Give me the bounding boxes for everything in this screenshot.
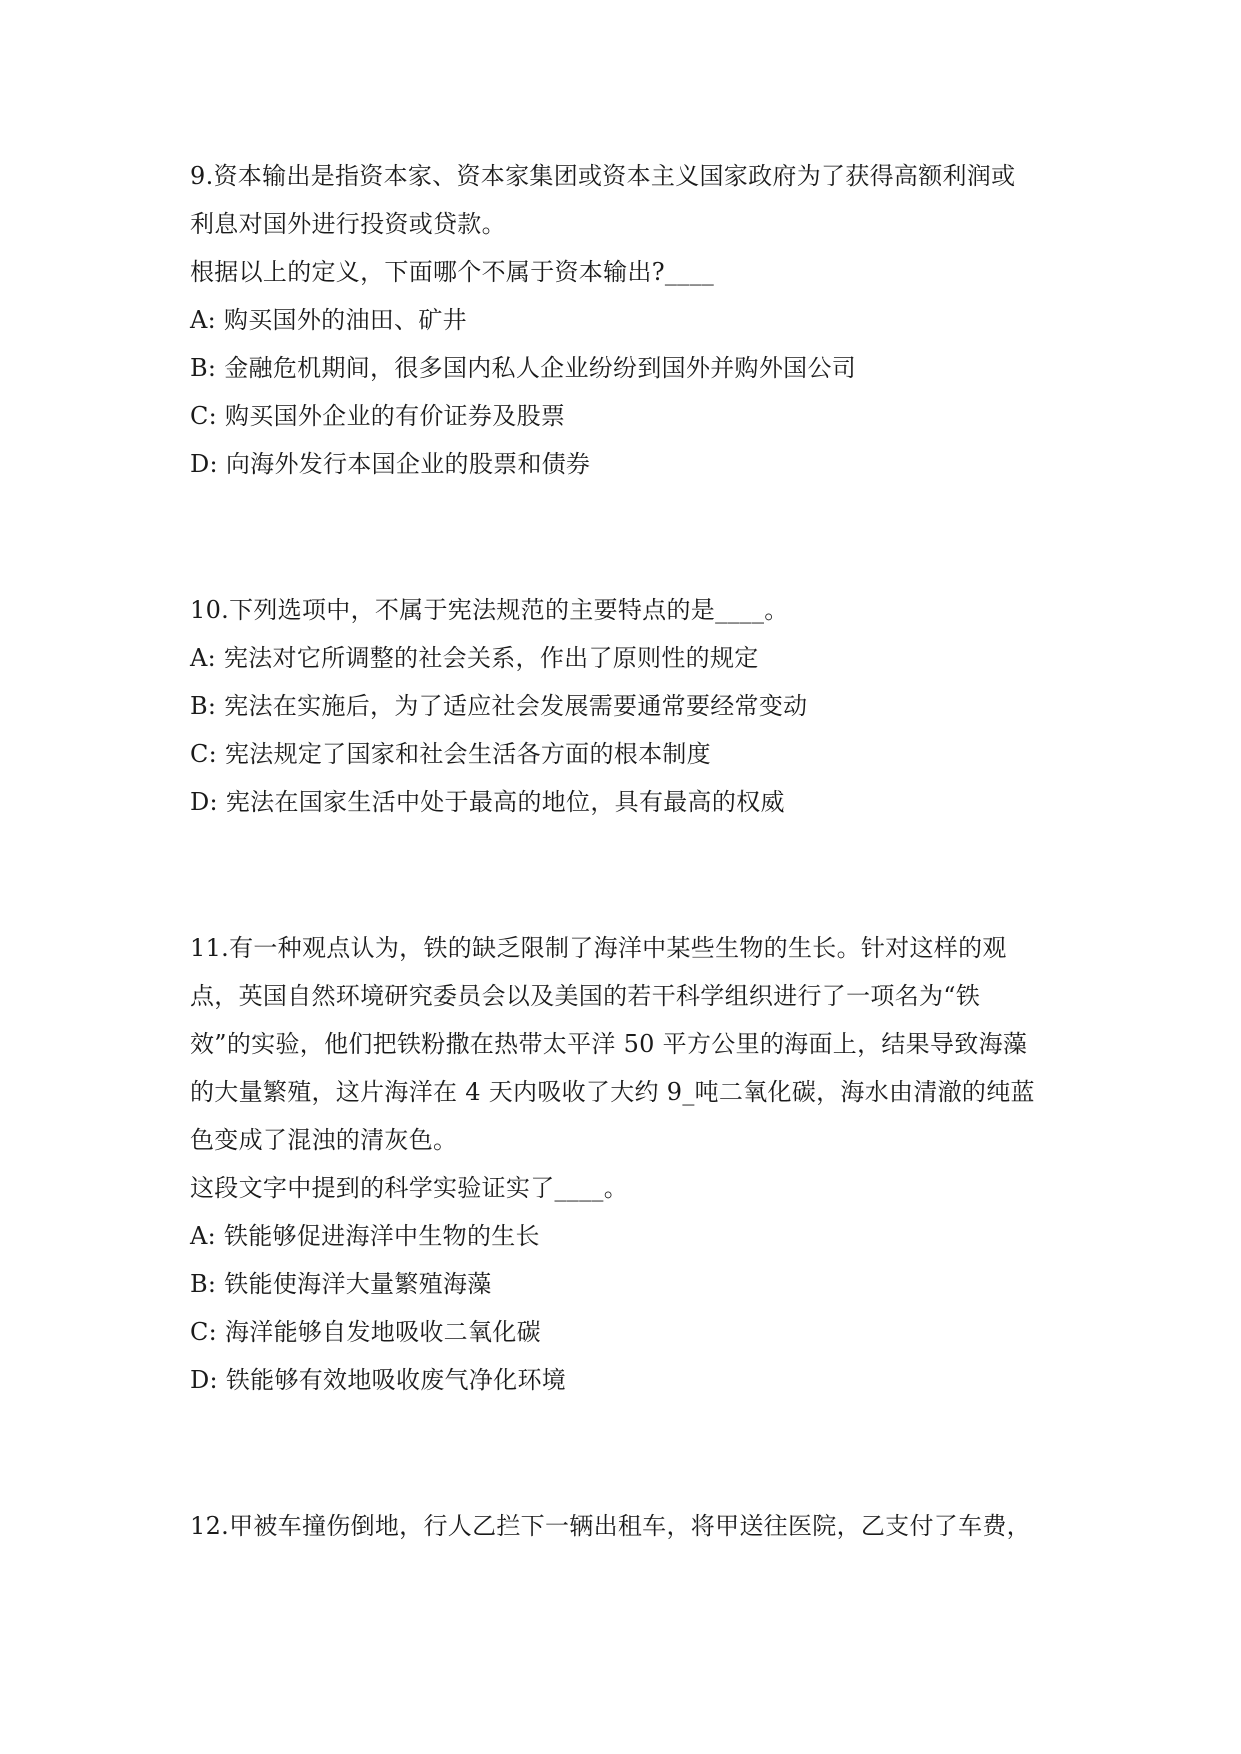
question-11-stem-line-3: 效”的实验，他们把铁粉撒在热带太平洋 50 平方公里的海面上，结果导致海藻: [190, 1030, 1028, 1058]
question-11-stem-line-4: 的大量繁殖，这片海洋在 4 天内吸收了大约 9_吨二氧化碳，海水由清澈的纯蓝: [190, 1078, 1035, 1106]
question-9-option-d: D: 向海外发行本国企业的股票和债券: [190, 450, 591, 478]
question-9-option-c: C: 购买国外企业的有价证券及股票: [190, 402, 566, 430]
question-11-prompt: 这段文字中提到的科学实验证实了____。: [190, 1174, 628, 1202]
question-10-stem-line-1: 10.下列选项中，不属于宪法规范的主要特点的是____。: [190, 596, 789, 624]
question-12: [190, 1502, 1070, 1550]
question-11-option-b: B: 铁能使海洋大量繁殖海藻: [190, 1270, 492, 1298]
question-11-option-d: D: 铁能够有效地吸收废气净化环境: [190, 1366, 567, 1394]
question-11-option-a: A: 铁能够促进海洋中生物的生长: [190, 1222, 540, 1250]
question-11-stem-line-2: 点，英国自然环境研究委员会以及美国的若干科学组织进行了一项名为“铁: [190, 982, 981, 1010]
question-10-option-d: D: 宪法在国家生活中处于最高的地位，具有最高的权威: [190, 788, 785, 816]
question-9-prompt: 根据以上的定义，下面哪个不属于资本输出?____: [190, 258, 715, 286]
question-11-stem-line-1: 11.有一种观点认为，铁的缺乏限制了海洋中某些生物的生长。针对这样的观: [190, 934, 1007, 962]
question-10-option-b: B: 宪法在实施后，为了适应社会发展需要通常要经常变动: [190, 692, 808, 720]
question-10: [190, 586, 1070, 826]
question-12-stem-line-1: 12.甲被车撞伤倒地，行人乙拦下一辆出租车，将甲送往医院，乙支付了车费，: [190, 1512, 1031, 1540]
question-10-option-a: A: 宪法对它所调整的社会关系，作出了原则性的规定: [190, 644, 759, 672]
question-11-option-c: C: 海洋能够自发地吸收二氧化碳: [190, 1318, 541, 1346]
question-9-option-b: B: 金融危机期间，很多国内私人企业纷纷到国外并购外国公司: [190, 354, 857, 382]
question-11-stem-line-5: 色变成了混浊的清灰色。: [190, 1126, 458, 1154]
question-9-stem-line-2: 利息对国外进行投资或贷款。: [190, 210, 506, 238]
question-9: [190, 152, 1070, 488]
question-10-option-c: C: 宪法规定了国家和社会生活各方面的根本制度: [190, 740, 711, 768]
question-9-option-a: A: 购买国外的油田、矿井: [190, 306, 467, 334]
document-content: [190, 152, 1070, 1550]
question-9-stem-line-1: 9.资本输出是指资本家、资本家集团或资本主义国家政府为了获得高额利润或: [190, 162, 1016, 190]
question-11: [190, 924, 1070, 1404]
